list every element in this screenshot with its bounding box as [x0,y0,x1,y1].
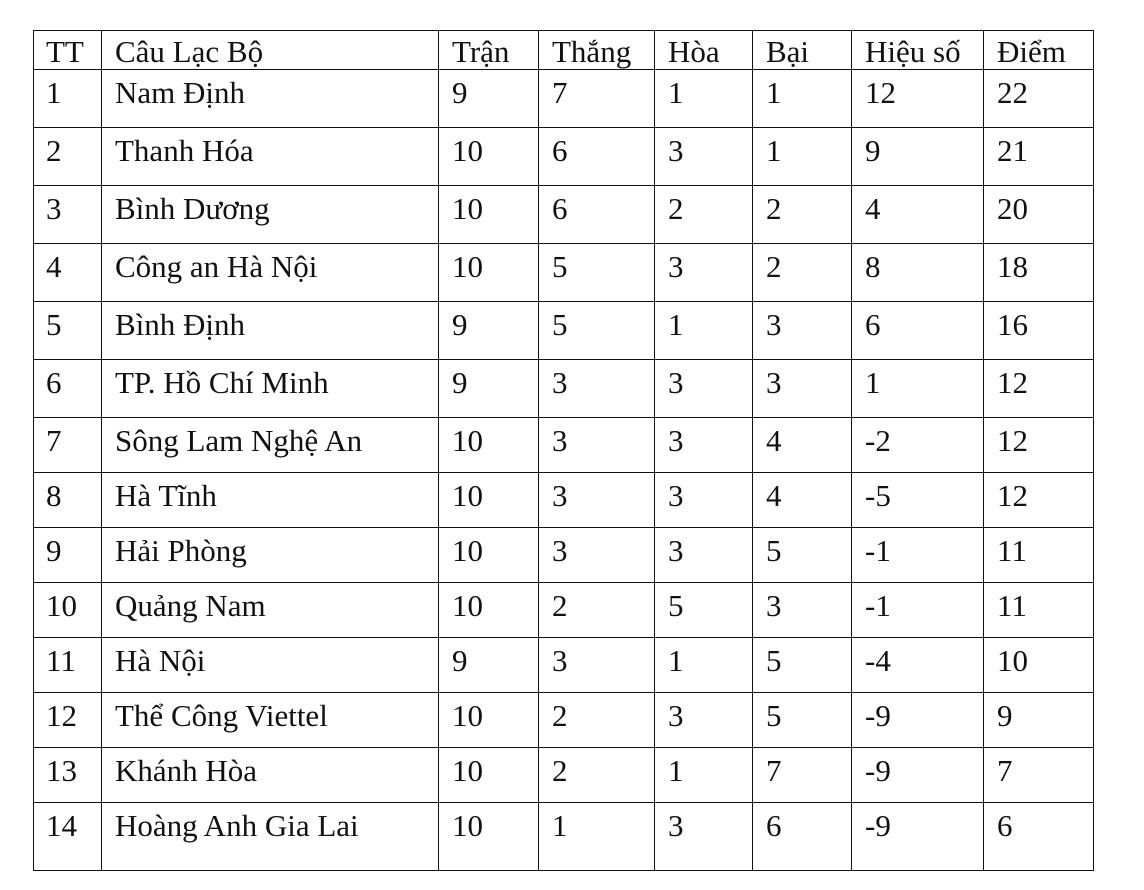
cell-losses: 4 [753,418,852,473]
cell-points: 6 [984,803,1094,871]
cell-rank: 7 [34,418,102,473]
cell-rank: 6 [34,360,102,418]
cell-losses: 3 [753,360,852,418]
cell-goal-difference: -5 [852,473,984,528]
table-row [34,186,1094,244]
cell-draws: 3 [655,803,753,871]
cell-draws: 3 [655,128,753,186]
cell-wins: 7 [539,70,655,128]
cell-played: 10 [439,748,539,803]
cell-points: 11 [984,528,1094,583]
cell-wins: 2 [539,693,655,748]
cell-losses: 5 [753,693,852,748]
table-row [34,128,1094,186]
cell-points: 20 [984,186,1094,244]
cell-rank: 3 [34,186,102,244]
cell-points: 16 [984,302,1094,360]
cell-draws: 3 [655,244,753,302]
cell-goal-difference: 1 [852,360,984,418]
header-points: Điểm [984,31,1094,70]
cell-played: 9 [439,638,539,693]
cell-points: 12 [984,473,1094,528]
table-row [34,803,1094,871]
cell-rank: 12 [34,693,102,748]
cell-losses: 1 [753,70,852,128]
cell-rank: 10 [34,583,102,638]
cell-played: 10 [439,186,539,244]
cell-draws: 3 [655,418,753,473]
cell-points: 9 [984,693,1094,748]
cell-club: Sông Lam Nghệ An [102,418,439,473]
header-draws: Hòa [655,31,753,70]
cell-draws: 1 [655,302,753,360]
header-losses: Bại [753,31,852,70]
cell-draws: 3 [655,473,753,528]
table-row [34,528,1094,583]
cell-played: 10 [439,473,539,528]
cell-played: 10 [439,693,539,748]
cell-points: 18 [984,244,1094,302]
table-row [34,583,1094,638]
cell-goal-difference: 9 [852,128,984,186]
cell-wins: 3 [539,638,655,693]
cell-wins: 2 [539,583,655,638]
cell-goal-difference: -4 [852,638,984,693]
cell-goal-difference: -2 [852,418,984,473]
table-row [34,473,1094,528]
header-club: Câu Lạc Bộ [102,31,439,70]
cell-club: Thanh Hóa [102,128,439,186]
cell-points: 12 [984,360,1094,418]
cell-rank: 2 [34,128,102,186]
cell-rank: 1 [34,70,102,128]
cell-club: Bình Dương [102,186,439,244]
cell-rank: 9 [34,528,102,583]
table-body [34,70,1094,871]
cell-draws: 3 [655,693,753,748]
cell-goal-difference: 8 [852,244,984,302]
cell-points: 21 [984,128,1094,186]
cell-club: Nam Định [102,70,439,128]
cell-rank: 4 [34,244,102,302]
cell-wins: 1 [539,803,655,871]
cell-goal-difference: -9 [852,803,984,871]
cell-losses: 5 [753,638,852,693]
cell-draws: 1 [655,748,753,803]
cell-wins: 3 [539,360,655,418]
cell-losses: 6 [753,803,852,871]
standings-table [33,30,1094,871]
cell-goal-difference: 6 [852,302,984,360]
cell-club: Hải Phòng [102,528,439,583]
cell-goal-difference: 4 [852,186,984,244]
cell-club: Thể Công Viettel [102,693,439,748]
cell-draws: 1 [655,638,753,693]
cell-rank: 8 [34,473,102,528]
table-header [34,31,1094,70]
cell-wins: 6 [539,128,655,186]
table-row [34,693,1094,748]
cell-wins: 6 [539,186,655,244]
cell-goal-difference: 12 [852,70,984,128]
cell-wins: 5 [539,244,655,302]
cell-losses: 7 [753,748,852,803]
cell-losses: 2 [753,244,852,302]
cell-points: 11 [984,583,1094,638]
header-played: Trận [439,31,539,70]
header-rank: TT [34,31,102,70]
header-goal-difference: Hiệu số [852,31,984,70]
cell-rank: 13 [34,748,102,803]
cell-played: 9 [439,70,539,128]
cell-played: 10 [439,528,539,583]
cell-played: 9 [439,302,539,360]
cell-rank: 14 [34,803,102,871]
cell-wins: 3 [539,473,655,528]
table-row [34,244,1094,302]
table-row [34,418,1094,473]
cell-goal-difference: -1 [852,583,984,638]
cell-losses: 2 [753,186,852,244]
cell-club: Quảng Nam [102,583,439,638]
cell-points: 7 [984,748,1094,803]
cell-points: 12 [984,418,1094,473]
cell-rank: 11 [34,638,102,693]
cell-played: 10 [439,583,539,638]
cell-losses: 4 [753,473,852,528]
table-row [34,638,1094,693]
cell-played: 10 [439,418,539,473]
cell-wins: 3 [539,528,655,583]
table-row [34,360,1094,418]
cell-played: 10 [439,803,539,871]
cell-losses: 5 [753,528,852,583]
cell-club: Hà Nội [102,638,439,693]
cell-club: Hà Tĩnh [102,473,439,528]
cell-goal-difference: -9 [852,693,984,748]
cell-draws: 1 [655,70,753,128]
table-row [34,70,1094,128]
header-wins: Thắng [539,31,655,70]
cell-club: Khánh Hòa [102,748,439,803]
cell-points: 22 [984,70,1094,128]
cell-goal-difference: -1 [852,528,984,583]
cell-club: Hoàng Anh Gia Lai [102,803,439,871]
table-row [34,748,1094,803]
cell-draws: 2 [655,186,753,244]
cell-club: Bình Định [102,302,439,360]
cell-rank: 5 [34,302,102,360]
cell-losses: 3 [753,583,852,638]
cell-draws: 3 [655,528,753,583]
cell-wins: 5 [539,302,655,360]
cell-losses: 1 [753,128,852,186]
header-row [34,31,1094,70]
cell-draws: 5 [655,583,753,638]
cell-goal-difference: -9 [852,748,984,803]
cell-club: Công an Hà Nội [102,244,439,302]
table-row [34,302,1094,360]
cell-club: TP. Hồ Chí Minh [102,360,439,418]
cell-wins: 3 [539,418,655,473]
cell-played: 10 [439,128,539,186]
cell-wins: 2 [539,748,655,803]
cell-points: 10 [984,638,1094,693]
cell-losses: 3 [753,302,852,360]
cell-played: 9 [439,360,539,418]
cell-played: 10 [439,244,539,302]
cell-draws: 3 [655,360,753,418]
